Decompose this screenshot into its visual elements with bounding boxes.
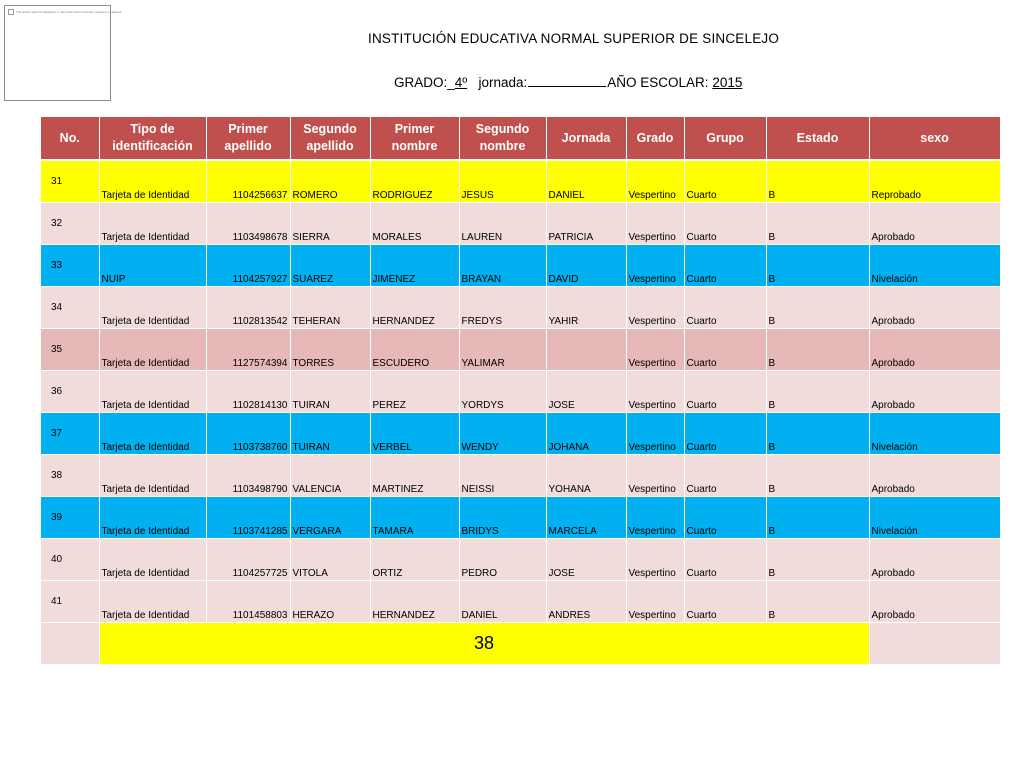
cell-no: 36 — [41, 371, 99, 413]
cell-documento: 1104256637 — [206, 160, 290, 203]
cell-primer-nombre: BRIDYS — [459, 497, 546, 539]
cell-primer-nombre: WENDY — [459, 413, 546, 455]
cell-grado: Cuarto — [684, 581, 766, 623]
table-row — [41, 371, 1000, 413]
cell-segundo-nombre: ANDRES — [546, 581, 626, 623]
cell-estado: Aprobado — [869, 581, 1000, 623]
cell-no: 31 — [41, 160, 99, 203]
cell-jornada: Vespertino — [626, 203, 684, 245]
grade-line — [394, 75, 742, 90]
cell-jornada: Vespertino — [626, 245, 684, 287]
jornada-label: jornada: — [478, 75, 528, 90]
cell-primer-nombre: JESUS — [459, 160, 546, 203]
total-row-spacer — [41, 623, 99, 665]
cell-no: 34 — [41, 287, 99, 329]
col-header-segundo-apellido: Segundo apellido — [290, 117, 370, 160]
cell-grupo: B — [766, 329, 869, 371]
institution-title: INSTITUCIÓN EDUCATIVA NORMAL SUPERIOR DE SINCELEJO — [368, 31, 780, 46]
cell-segundo-nombre: JOSE — [546, 371, 626, 413]
cell-grupo: B — [766, 287, 869, 329]
cell-no: 39 — [41, 497, 99, 539]
cell-primer-nombre: DANIEL — [459, 581, 546, 623]
students-table — [41, 117, 1001, 665]
total-row-spacer — [869, 623, 1000, 665]
cell-documento: 1102814130 — [206, 371, 290, 413]
col-header-tipo: Tipo de identificación — [99, 117, 206, 160]
table-row — [41, 539, 1000, 581]
cell-segundo-apellido: HERNANDEZ — [370, 581, 459, 623]
cell-segundo-apellido: MARTINEZ — [370, 455, 459, 497]
cell-no: 41 — [41, 581, 99, 623]
table-row — [41, 245, 1000, 287]
cell-segundo-apellido: JIMENEZ — [370, 245, 459, 287]
cell-estado: Nivelación — [869, 497, 1000, 539]
cell-jornada: Vespertino — [626, 539, 684, 581]
cell-segundo-nombre: DAVID — [546, 245, 626, 287]
cell-grupo: B — [766, 160, 869, 203]
cell-grupo: B — [766, 245, 869, 287]
cell-tipo: NUIP — [99, 245, 206, 287]
cell-documento: 1103738760 — [206, 413, 290, 455]
table-row — [41, 160, 1000, 203]
cell-primer-nombre: FREDYS — [459, 287, 546, 329]
cell-grupo: B — [766, 413, 869, 455]
cell-grupo: B — [766, 203, 869, 245]
cell-tipo: Tarjeta de Identidad — [99, 455, 206, 497]
cell-grado: Cuarto — [684, 455, 766, 497]
anio-value: 2015 — [712, 75, 743, 90]
cell-segundo-apellido: MORALES — [370, 203, 459, 245]
anio-label: AÑO ESCOLAR: — [607, 75, 709, 90]
cell-primer-nombre: NEISSI — [459, 455, 546, 497]
cell-no: 38 — [41, 455, 99, 497]
cell-no: 32 — [41, 203, 99, 245]
cell-segundo-nombre: JOHANA — [546, 413, 626, 455]
cell-grado: Cuarto — [684, 203, 766, 245]
cell-tipo: Tarjeta de Identidad — [99, 413, 206, 455]
cell-segundo-nombre — [546, 329, 626, 371]
cell-segundo-nombre: JOSE — [546, 539, 626, 581]
cell-estado: Nivelación — [869, 413, 1000, 455]
table-row — [41, 203, 1000, 245]
cell-estado: Aprobado — [869, 329, 1000, 371]
cell-primer-apellido: TORRES — [290, 329, 370, 371]
cell-segundo-nombre: YAHIR — [546, 287, 626, 329]
cell-documento: 1103741285 — [206, 497, 290, 539]
cell-jornada: Vespertino — [626, 455, 684, 497]
cell-estado: Aprobado — [869, 287, 1000, 329]
cell-segundo-nombre: PATRICIA — [546, 203, 626, 245]
cell-segundo-apellido: RODRIGUEZ — [370, 160, 459, 203]
cell-estado: Aprobado — [869, 203, 1000, 245]
col-header-primer-apellido: Primer apellido — [206, 117, 290, 160]
cell-primer-apellido: TEHERAN — [290, 287, 370, 329]
total-count: 38 — [99, 623, 869, 665]
cell-segundo-nombre: YOHANA — [546, 455, 626, 497]
col-header-estado: Estado — [766, 117, 869, 160]
cell-primer-apellido: SIERRA — [290, 203, 370, 245]
cell-grado: Cuarto — [684, 539, 766, 581]
cell-documento: 1103498678 — [206, 203, 290, 245]
cell-primer-nombre: YALIMAR — [459, 329, 546, 371]
cell-primer-nombre: YORDYS — [459, 371, 546, 413]
cell-no: 40 — [41, 539, 99, 581]
cell-estado: Aprobado — [869, 455, 1000, 497]
cell-primer-apellido: VERGARA — [290, 497, 370, 539]
cell-tipo: Tarjeta de Identidad — [99, 160, 206, 203]
cell-documento: 1103498790 — [206, 455, 290, 497]
cell-jornada: Vespertino — [626, 497, 684, 539]
table-row — [41, 287, 1000, 329]
grado-label: GRADO:_ — [394, 75, 455, 90]
cell-estado: Aprobado — [869, 371, 1000, 413]
cell-primer-apellido: SUAREZ — [290, 245, 370, 287]
cell-tipo: Tarjeta de Identidad — [99, 581, 206, 623]
cell-tipo: Tarjeta de Identidad — [99, 539, 206, 581]
cell-jornada: Vespertino — [626, 329, 684, 371]
table-header-row — [41, 117, 1000, 160]
cell-documento: 1104257725 — [206, 539, 290, 581]
cell-documento: 1101458803 — [206, 581, 290, 623]
cell-no: 33 — [41, 245, 99, 287]
cell-grupo: B — [766, 539, 869, 581]
cell-grupo: B — [766, 497, 869, 539]
col-header-grupo: Grupo — [684, 117, 766, 160]
cell-segundo-nombre: DANIEL — [546, 160, 626, 203]
cell-estado: Aprobado — [869, 539, 1000, 581]
cell-tipo: Tarjeta de Identidad — [99, 203, 206, 245]
col-header-grado: Grado — [626, 117, 684, 160]
cell-grado: Cuarto — [684, 160, 766, 203]
grado-value: 4º — [454, 75, 468, 90]
cell-segundo-apellido: HERNANDEZ — [370, 287, 459, 329]
cell-estado: Nivelación — [869, 245, 1000, 287]
table-row — [41, 455, 1000, 497]
cell-segundo-apellido: ESCUDERO — [370, 329, 459, 371]
cell-primer-nombre: BRAYAN — [459, 245, 546, 287]
table-row — [41, 581, 1000, 623]
broken-image-text: The picture can't be displayed. It may have been removed, renamed, or deleted. — [8, 9, 122, 15]
cell-primer-apellido: TUIRAN — [290, 413, 370, 455]
cell-grupo: B — [766, 455, 869, 497]
cell-primer-nombre: PEDRO — [459, 539, 546, 581]
cell-primer-apellido: ROMERO — [290, 160, 370, 203]
cell-jornada: Vespertino — [626, 371, 684, 413]
cell-primer-nombre: LAUREN — [459, 203, 546, 245]
col-header-jornada: Jornada — [546, 117, 626, 160]
cell-no: 37 — [41, 413, 99, 455]
cell-jornada: Vespertino — [626, 287, 684, 329]
cell-jornada: Vespertino — [626, 160, 684, 203]
col-header-primer-nombre: Primer nombre — [370, 117, 459, 160]
table-row — [41, 329, 1000, 371]
col-header-segundo-nombre: Segundo nombre — [459, 117, 546, 160]
cell-segundo-apellido: ORTIZ — [370, 539, 459, 581]
cell-tipo: Tarjeta de Identidad — [99, 497, 206, 539]
cell-documento: 1127574394 — [206, 329, 290, 371]
cell-grupo: B — [766, 581, 869, 623]
table-row — [41, 497, 1000, 539]
cell-primer-apellido: VITOLA — [290, 539, 370, 581]
cell-tipo: Tarjeta de Identidad — [99, 371, 206, 413]
cell-tipo: Tarjeta de Identidad — [99, 329, 206, 371]
cell-grado: Cuarto — [684, 497, 766, 539]
cell-segundo-apellido: TAMARA — [370, 497, 459, 539]
cell-tipo: Tarjeta de Identidad — [99, 287, 206, 329]
cell-jornada: Vespertino — [626, 581, 684, 623]
cell-documento: 1102813542 — [206, 287, 290, 329]
table-row — [41, 413, 1000, 455]
total-row — [41, 623, 1000, 665]
broken-image-placeholder — [4, 5, 123, 101]
cell-grado: Cuarto — [684, 413, 766, 455]
jornada-blank — [528, 76, 606, 87]
col-header-no: No. — [41, 117, 99, 160]
cell-primer-apellido: VALENCIA — [290, 455, 370, 497]
cell-grupo: B — [766, 371, 869, 413]
cell-no: 35 — [41, 329, 99, 371]
col-header-sexo: sexo — [869, 117, 1000, 160]
cell-segundo-apellido: PEREZ — [370, 371, 459, 413]
cell-grado: Cuarto — [684, 329, 766, 371]
cell-primer-apellido: HERAZO — [290, 581, 370, 623]
cell-segundo-nombre: MARCELA — [546, 497, 626, 539]
cell-grado: Cuarto — [684, 245, 766, 287]
cell-segundo-apellido: VERBEL — [370, 413, 459, 455]
cell-jornada: Vespertino — [626, 413, 684, 455]
cell-grado: Cuarto — [684, 371, 766, 413]
cell-documento: 1104257927 — [206, 245, 290, 287]
cell-primer-apellido: TUIRAN — [290, 371, 370, 413]
cell-estado: Reprobado — [869, 160, 1000, 203]
cell-grado: Cuarto — [684, 287, 766, 329]
